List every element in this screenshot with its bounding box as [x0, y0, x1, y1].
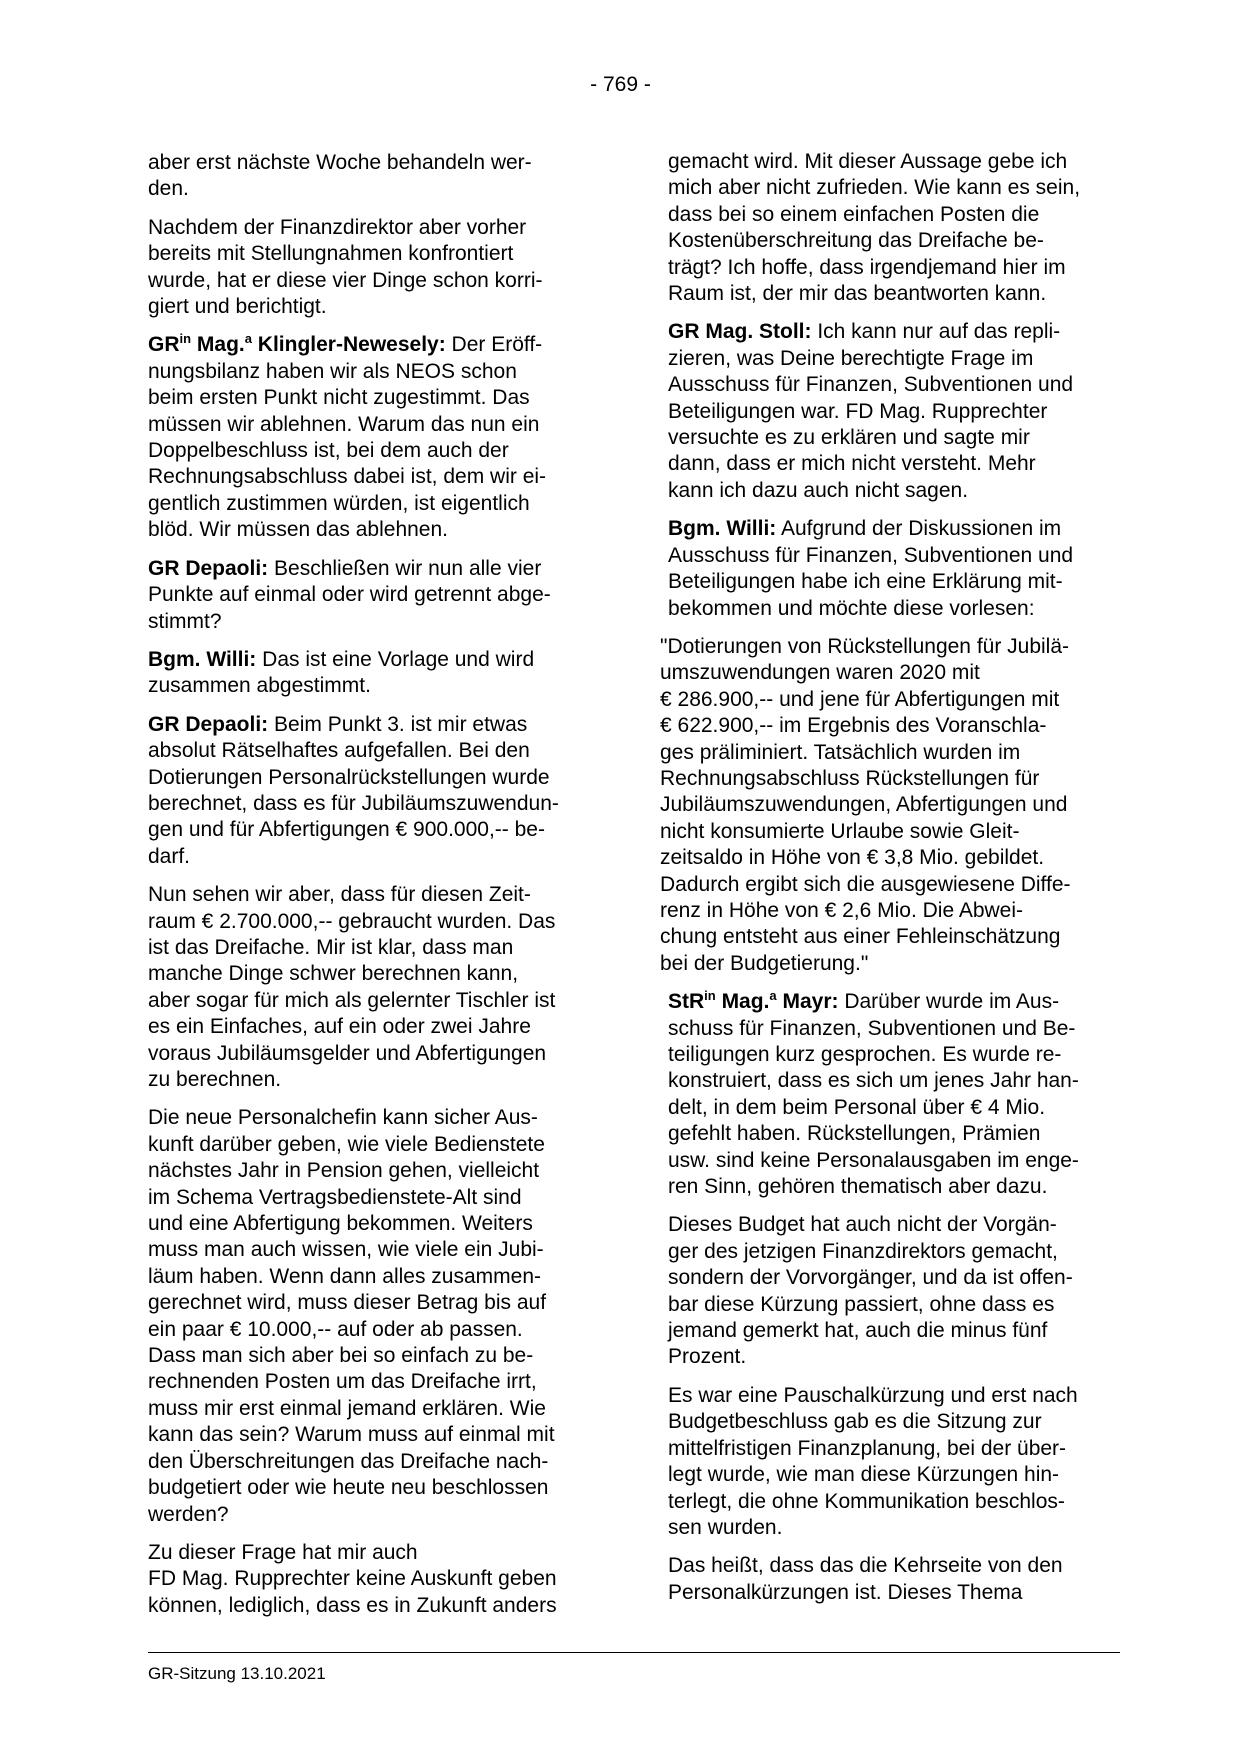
- paragraph: GR Mag. Stoll: Ich kann nur auf das repli- zieren, was Deine berechtigte Frage im Ausschuss für Finanzen, Subventionen und Beteiligungen war. FD Mag. Rupprechter versuchte es zu erklären und sagte mir dann, dass er mich nicht versteht. Mehr kann ich dazu auch nicht sagen.: [668, 320, 1074, 502]
- footer-divider: [148, 1652, 1120, 1653]
- speaker-name: Bgm. Willi:: [668, 517, 777, 541]
- right-column: [660, 149, 1120, 1618]
- left-column: [148, 150, 600, 1631]
- paragraph: $GR^{in}$ Mag.$^a$ Klingler-Newesely: Der Eröff- nungsbilanz haben wir als NEOS schon beim ersten Punkt nicht zugestimmt. Das müssen wir ablehnen. Warum das nun ein Doppelbeschluss ist, bei dem auch der Rechnungsabschluss dabei ist, dem wir ei- gentlich zustimmen würden, ist eigentlich blöd. Wir müssen das ablehnen.: [148, 331, 547, 542]
- paragraph: aber erst nächste Woche behandeln wer- den.: [148, 151, 532, 201]
- paragraph: Bgm. Willi: Das ist eine Vorlage und wird zusammen abgestimmt.: [148, 647, 535, 698]
- speaker-name: GR Depaoli:: [148, 556, 269, 580]
- speaker-name: Bgm. Willi:: [148, 647, 257, 671]
- paragraph: Bgm. Willi: Aufgrund der Diskussionen im Ausschuss für Finanzen, Subventionen und Beteiligungen habe ich eine Erklärung mit- bekommen und möchte diese vorlesen:: [668, 517, 1074, 620]
- paragraph: Zu dieser Frage hat mir auch FD Mag. Rupprechter keine Auskunft geben können, lediglich, dass es in Zukunft anders: [148, 1540, 557, 1617]
- speaker-name: GR Mag. Stoll:: [668, 320, 812, 344]
- paragraph: Nachdem der Finanzdirektor aber vorher bereits mit Stellungnahmen konfrontiert wurde, hat er diese vier Dinge schon korri- giert und berichtigt.: [148, 215, 543, 319]
- paragraph: Das heißt, dass das die Kehrseite von den Personalkürzungen ist. Dieses Thema: [668, 1554, 1063, 1604]
- paragraph: GR Depaoli: Beim Punkt 3. ist mir etwas absolut Rätselhaftes aufgefallen. Bei den Dotierungen Personalrückstellungen wurde berechnet, dass es für Jubiläumszuwendun- gen und für Abfertigungen € 900.000,-- be- darf.: [148, 712, 559, 868]
- paragraph: StR$^{in}$ Mag.$^a$ Mayr: Darüber wurde im Aus- schuss für Finanzen, Subventionen und Be- teiligungen kurz gesprochen. Es wurde re- konstruiert, dass es sich um jenes Jahr han- delt, in dem beim Personal über € 4 Mio. gefehlt haben. Rückstellungen, Prämien usw. sind keine Personalausgaben im enge- ren Sinn, gehören thematisch aber dazu.: [668, 988, 1079, 1199]
- page-number: - 769 -: [590, 73, 651, 96]
- quoted-statement: "Dotierungen von Rückstellungen für Jubilä- umszuwendungen waren 2020 mit € 286.900,-- und jene für Abfertigungen mit € 622.900,-- im Ergebnis des Voranschla- ges präliminiert. Tatsächlich wurden im Rechnungsabschluss Rückstellungen für Jubiläumszuwendungen, Abfertigungen und nicht konsumierte Urlaube sowie Gleit- zeitsaldo in Höhe von € 3,8 Mio. gebildet. Dadurch ergibt sich die ausgewiesene Diffe- renz in Höhe von € 2,6 Mio. Die Abwei- chung entsteht aus einer Fehleinschätzung bei der Budgetierung.": [660, 634, 1071, 975]
- speaker-name: StR$^{in}$ Mag.$^a$ Mayr:: [668, 988, 839, 1014]
- paragraph: gemacht wird. Mit dieser Aussage gebe ich mich aber nicht zufrieden. Wie kann es sein, dass bei so einem einfachen Posten die Kostenüberschreitung das Dreifache be- trägt? Ich hoffe, dass irgendjemand hier im Raum ist, der mir das beantworten kann.: [668, 150, 1081, 306]
- paragraph: Es war eine Pauschalkürzung und erst nach Budgetbeschluss gab es die Sitzung zur mittelfristigen Finanzplanung, bei der über- legt wurde, wie man diese Kürzungen hin- terlegt, die ohne Kommunikation beschlos- sen wurden.: [668, 1383, 1078, 1539]
- paragraph: Die neue Personalchefin kann sicher Aus- kunft darüber geben, wie viele Bedienstete nächstes Jahr in Pension gehen, vielleicht im Schema Vertragsbedienstete-Alt sind und eine Abfertigung bekommen. Weiters muss man auch wissen, wie viele ein Jubi- läum haben. Wenn dann alles zusammen- gerechnet wird, muss dieser Betrag bis auf ein paar € 10.000,-- auf oder ab passen. Dass man sich aber bei so einfach zu be- rechnenden Posten um das Dreifache irrt, muss mir erst einmal jemand erklären. Wie kann das sein? Warum muss auf einmal mit den Überschreitungen das Dreifache nach- budgetiert oder wie heute neu beschlossen werden?: [148, 1106, 555, 1526]
- speaker-name: GR Depaoli:: [148, 712, 269, 736]
- speaker-name: $GR^{in}$ Mag.$^a$ Klingler-Newesely:: [148, 331, 446, 357]
- footer-session-date: GR-Sitzung 13.10.2021: [148, 1664, 326, 1683]
- paragraph: Nun sehen wir aber, dass für diesen Zeit- raum € 2.700.000,-- gebraucht wurden. Das ist das Dreifache. Mir ist klar, dass man manche Dinge schwer berechnen kann, aber sogar für mich als gelernter Tischler ist es ein Einfaches, auf ein oder zwei Jahre voraus Jubiläumsgelder und Abfertigungen zu berechnen.: [148, 883, 556, 1091]
- paragraph: Dieses Budget hat auch nicht der Vorgän- ger des jetzigen Finanzdirektors gemacht, sondern der Vorvorgänger, und da ist offen- bar diese Kürzung passiert, ohne dass es jemand gemerkt hat, auch die minus fünf Prozent.: [668, 1213, 1073, 1369]
- paragraph: GR Depaoli: Beschließen wir nun alle vier Punkte auf einmal oder wird getrennt abge- stimmt?: [148, 556, 551, 633]
